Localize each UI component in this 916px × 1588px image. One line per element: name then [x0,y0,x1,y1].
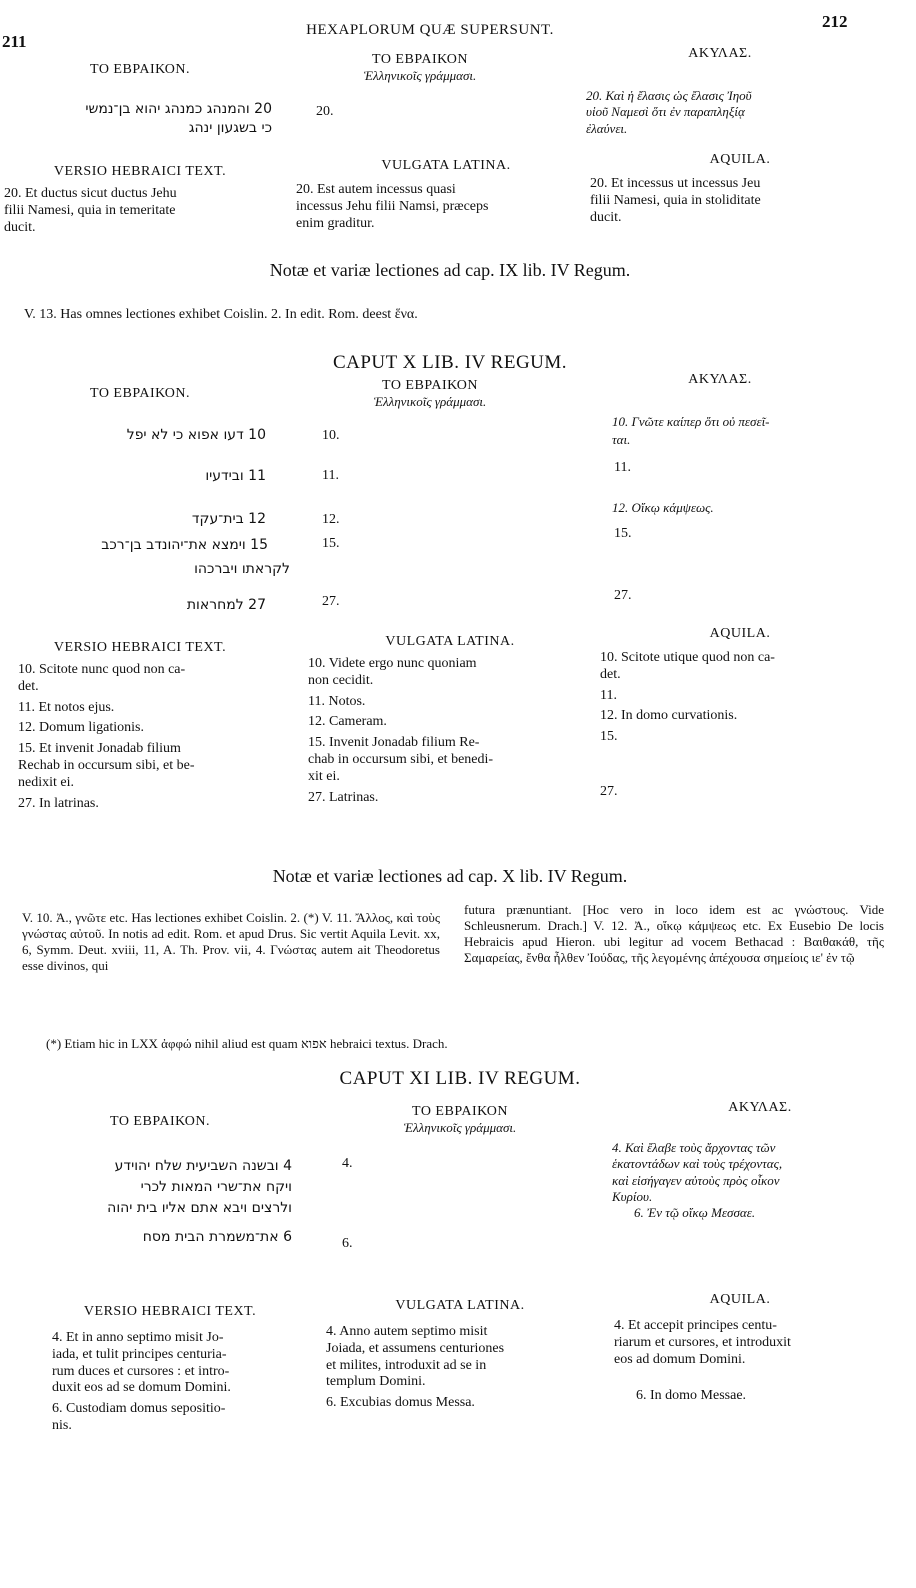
col-header-transliterated [360,1104,560,1136]
vulgata-line: enim graditur. [296,215,375,231]
hebrew-text-ch9 [0,100,272,138]
vulgata-line: 4. Anno autem septimo misit [326,1324,488,1339]
translit-verse-num: 11. [322,468,339,483]
aquila-line: Κυρίου. [612,1188,653,1204]
vulgata-line: et milites, introduxit ad se in [326,1357,487,1373]
vulgata-line: templum Domini. [326,1374,426,1390]
hebrew-line: 6 את־משמרת הבית מסח [142,1229,292,1245]
versio-line: 4. Et in anno septimo misit Jo- [52,1330,224,1345]
versio-line: 6. Custodiam domus sepositio- [52,1401,226,1417]
translit-verse-num: 12. [322,512,340,527]
aquila-latin-line: 20. Et incessus ut incessus Jeu [590,176,761,191]
aquila-latin-line: det. [600,666,621,682]
footnote: (*) Etiam hic in LXX ἀφφώ nihil aliud est quam אפוא hebraici textus. Drach. [46,1036,448,1051]
notes-title-ch9: Notæ et variæ lectiones ad cap. IX lib. IV Regum. [269,260,631,280]
vulgata-line: incessus Jehu filii Namsi, præceps [296,198,489,214]
vulgata-line: non cecidit. [308,672,374,688]
translit-verse-num: 10. [322,428,340,443]
aquila-line: 12. Οἴκῳ κάμψεως. [612,500,714,515]
versio-ch9 [4,186,278,236]
aquila-latin-line: riarum et cursores, et introduxit [614,1334,791,1350]
vulgata-line: xit ei. [308,768,340,784]
col-header-transliterated [330,378,530,410]
aquila-line: ἐλαύνει. [586,120,628,136]
translit-verse-num: 20. [316,104,334,119]
aquila-line: ται. [612,432,631,447]
aquila-line: 11. [614,460,631,475]
aquila-latin-line: 6. In domo Messae. [636,1388,747,1404]
aquila-latin-ch9 [590,176,870,226]
notes-title-ch10: Notæ et variæ lectiones ad cap. X lib. IV Regum. [272,866,628,886]
aquila-latin-line: 4. Et accepit principes centu- [614,1318,777,1333]
col-header-transliterated [320,52,520,84]
vulgata-line: 6. Excubias domus Messa. [326,1395,475,1411]
vulgata-ch9 [296,182,582,232]
transliterated-title: ΤΟ ΕΒΡΑΙΚΟΝ [382,378,478,393]
aquila-latin-ch11 [614,1318,890,1405]
col-header-versio: VERSIO HEBRAICI TEXT. [53,164,227,179]
vulgata-line: 20. Est autem incessus quasi [296,182,456,197]
chapter-title-x: CAPUT X LIB. IV REGUM. [332,352,568,373]
aquila-latin-line: ducit. [590,209,622,225]
hebrew-line: 4 ובשנה השביעית שלח יהוידע [114,1158,292,1174]
hebrew-line: ויקח את־שרי המאות לכרי [140,1179,292,1195]
aquila-line: 27. [614,588,632,603]
aquila-greek-ch9 [586,88,866,137]
notes-right-ch10: futura prænuntiant. [Hoc vero in loco idem est ac γνώστους. Vide Schleusnerum. Drach.] V. 12. Ἀ., οἴκῳ κάμψεως etc. Ex Eusebio De locis Hebraicis apud Hieron. ubi legitur ad vocem Bethacad : Βαιθακάθ, τῆς Σαμαρείας, ἔνθα ἦλθεν Ἰούδας, τῆς λεγομένης ἀπέχουσα σημείοις ιε' ἐν τῷ [464,902,884,965]
col-header-aquila: ΑΚΥΛΑΣ. [728,1100,792,1115]
versio-ch10 [18,662,288,812]
versio-line: 27. In latrinas. [18,795,99,811]
vulgata-ch11 [326,1324,602,1412]
aquila-greek-ch11 [612,1140,888,1221]
chapter-title-xi: CAPUT XI LIB. IV REGUM. [339,1068,581,1089]
running-head: HEXAPLORUM QUÆ SUPERSUNT. [306,22,554,38]
versio-line: det. [18,678,39,694]
aquila-latin-line: 27. [600,783,618,799]
versio-line: 20. Et ductus sicut ductus Jehu [4,186,177,201]
aquila-line: 6. Ἐν τῷ οἴκῳ Μεσσαε. [634,1205,756,1220]
col-header-aquila: ΑΚΥΛΑΣ. [688,46,752,61]
page-number-left: 211 [2,32,27,51]
aquila-line: ἑκατοντάδων καὶ τοὺς τρέχοντας, [612,1156,783,1172]
aquila-latin-line: eos ad domum Domini. [614,1351,746,1367]
vulgata-line: 27. Latrinas. [308,789,379,805]
transliterated-subtitle: Ἑλληνικοῖς γράμμασι. [363,68,477,83]
aquila-line: καὶ εἰσήγαγεν αὐτοὺς πρὸς οἶκον [612,1172,780,1188]
versio-line: rum duces et cursores : et intro- [52,1363,230,1379]
versio-line: Rechab in occursum sibi, et be- [18,757,195,773]
hebrew-line: 12 בית־עקד [191,511,266,527]
hebrew-text-ch11 [0,1156,292,1248]
col-header-aquila-latin: AQUILA. [709,626,771,641]
hebrew-line: כי בשגעון ינהג [188,119,272,136]
versio-line: duxit eos ad se domum Domini. [52,1380,231,1396]
col-header-aquila: ΑΚΥΛΑΣ. [688,372,752,387]
col-header-versio: VERSIO HEBRAICI TEXT. [83,1304,257,1319]
hebrew-line: 20 והמנהג כמנהג יהוא בן־נמשי [85,101,272,117]
hebrew-line: לקראתו ויברכהו [194,561,290,577]
col-header-vulgata: VULGATA LATINA. [385,634,515,649]
translit-verse-num: 27. [322,594,340,609]
aquila-latin-ch10 [600,650,876,801]
aquila-latin-line: 12. In domo curvationis. [600,708,738,724]
col-header-aquila-latin: AQUILA. [709,1292,771,1307]
page-number-right: 212 [822,12,848,31]
versio-line: filii Namesi, quia in temeritate [4,202,176,218]
versio-line: 10. Scitote nunc quod non ca- [18,662,186,677]
col-header-hebrew: ΤΟ ΕΒΡΑΙΚΟΝ. [90,386,190,401]
vulgata-line: 12. Cameram. [308,714,387,730]
notes-text-ch9: V. 13. Has omnes lectiones exhibet Coislin. 2. In edit. Rom. deest ἕνα. [24,307,418,322]
versio-line: nedixit ei. [18,774,74,790]
hebrew-line: 11 ובידעיו [205,468,266,484]
aquila-latin-line: 10. Scitote utique quod non ca- [600,650,775,665]
col-header-vulgata: VULGATA LATINA. [381,158,511,173]
vulgata-line: Joiada, et assumens centuriones [326,1340,505,1356]
hebrew-line: 27 למחראות [186,597,266,613]
vulgata-line: 11. Notos. [308,693,366,709]
hebrew-line: 10 דעו אפוא כי לא יפל [126,427,266,443]
aquila-line: 10. Γνῶτε καίπερ ὅτι οὐ πεσεῖ- [612,414,770,429]
aquila-line: 4. Καὶ ἔλαβε τοὺς ἄρχοντας τῶν [612,1140,776,1155]
transliterated-subtitle: Ἑλληνικοῖς γράμμασι. [373,394,487,409]
vulgata-line: 10. Videte ergo nunc quoniam [308,656,477,671]
vulgata-line: 15. Invenit Jonadab filium Re- [308,735,480,751]
transliterated-subtitle: Ἑλληνικοῖς γράμμασι. [403,1120,517,1135]
notes-left-ch10: V. 10. Ἀ., γνῶτε etc. Has lectiones exhibet Coislin. 2. (*) V. 11. Ἄλλος, καὶ τοὺς γνώστας αὐτοῦ. In notis ad edit. Rom. et apud Drus. Sic vertit Aquila Levit. xx, 6, Symm. Deut. xviii, 11, A. Th. Prov. vii, 4. Γνώστας autem ait Theodoretus esse divinos, qui [22,910,440,973]
hebrew-line: 15 וימצא את־יהונדב בן־רכב [101,537,268,553]
aquila-line: 15. [614,526,632,541]
versio-line: 15. Et invenit Jonadab filium [18,741,181,757]
vulgata-ch10 [308,656,584,806]
versio-line: 11. Et notos ejus. [18,699,115,715]
translit-verse-num: 6. [342,1236,353,1251]
translit-verse-num: 4. [342,1156,353,1171]
col-header-hebrew: ΤΟ ΕΒΡΑΙΚΟΝ. [110,1114,210,1129]
versio-line: iada, et tulit principes centuria- [52,1346,227,1362]
col-header-aquila-latin: AQUILA. [709,152,771,167]
versio-ch11 [52,1330,312,1435]
transliterated-title: ΤΟ ΕΒΡΑΙΚΟΝ [372,52,468,67]
aquila-latin-line: 11. [600,687,617,703]
versio-line: nis. [52,1417,72,1433]
col-header-versio: VERSIO HEBRAICI TEXT. [53,640,227,655]
aquila-latin-line: 15. [600,729,618,745]
translit-verse-num: 15. [322,536,340,551]
aquila-latin-line: filii Namesi, quia in stoliditate [590,192,761,208]
versio-line: 12. Domum ligationis. [18,720,144,736]
hebrew-line: ולרצים ויבא אתם אליו בית יהוה [107,1200,292,1216]
vulgata-line: chab in occursum sibi, et benedi- [308,751,494,767]
transliterated-title: ΤΟ ΕΒΡΑΙΚΟΝ [412,1104,508,1119]
col-header-hebrew: ΤΟ ΕΒΡΑΙΚΟΝ. [90,62,190,77]
versio-line: ducit. [4,219,36,235]
aquila-line: 20. Καὶ ἡ ἔλασις ὡς ἔλασις Ἰηοῦ [586,88,752,103]
col-header-vulgata: VULGATA LATINA. [395,1298,525,1313]
aquila-line: υἱοῦ Ναμεσὶ ὅτι ἐν παραπληξίᾳ [586,104,745,120]
